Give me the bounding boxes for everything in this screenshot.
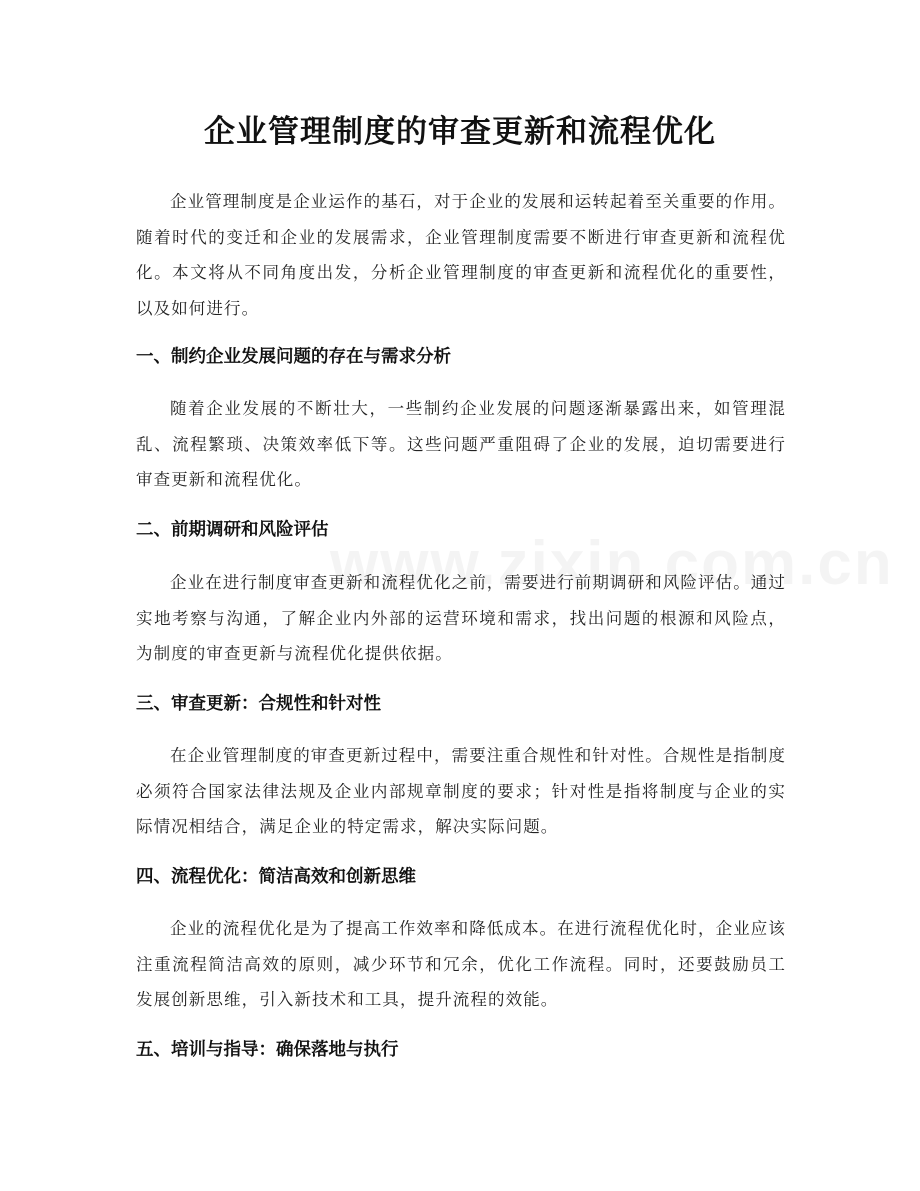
section-body-3: 在企业管理制度的审查更新过程中，需要注重合规性和针对性。合规性是指制度必须符合国家法律法规及企业内部规章制度的要求；针对性是指将制度与企业的实际情况相结合，满足企业的特定需求，解决实际问题。	[136, 746, 786, 836]
section-heading-3: 三、审查更新：合规性和针对性	[136, 694, 381, 714]
section-heading-1: 一、制约企业发展问题的存在与需求分析	[136, 347, 451, 367]
section-body-1: 随着企业发展的不断壮大，一些制约企业发展的问题逐渐暴露出来，如管理混乱、流程繁琐、决策效率低下等。这些问题严重阻碍了企业的发展，迫切需要进行审查更新和流程优化。	[136, 399, 786, 489]
intro-paragraph: 企业管理制度是企业运作的基石，对于企业的发展和运转起着至关重要的作用。随着时代的变迁和企业的发展需求，企业管理制度需要不断进行审查更新和流程优化。本文将从不同角度出发，分析企业管理制度的审查更新和流程优化的重要性，以及如何进行。	[136, 192, 786, 318]
section-heading-2: 二、前期调研和风险评估	[136, 520, 329, 540]
section-body-2: 企业在进行制度审查更新和流程优化之前，需要进行前期调研和风险评估。通过实地考察与沟通，了解企业内外部的运营环境和需求，找出问题的根源和风险点，为制度的审查更新与流程优化提供依据。	[136, 573, 786, 663]
section-heading-4: 四、流程优化：简洁高效和创新思维	[136, 867, 416, 887]
section-heading-5: 五、培训与指导：确保落地与执行	[136, 1040, 399, 1060]
section-body-4: 企业的流程优化是为了提高工作效率和降低成本。在进行流程优化时，企业应该注重流程简洁高效的原则，减少环节和冗余，优化工作流程。同时，还要鼓励员工发展创新思维，引入新技术和工具，提升流程的效能。	[136, 919, 786, 1009]
page-title: 企业管理制度的审查更新和流程优化	[204, 114, 716, 150]
